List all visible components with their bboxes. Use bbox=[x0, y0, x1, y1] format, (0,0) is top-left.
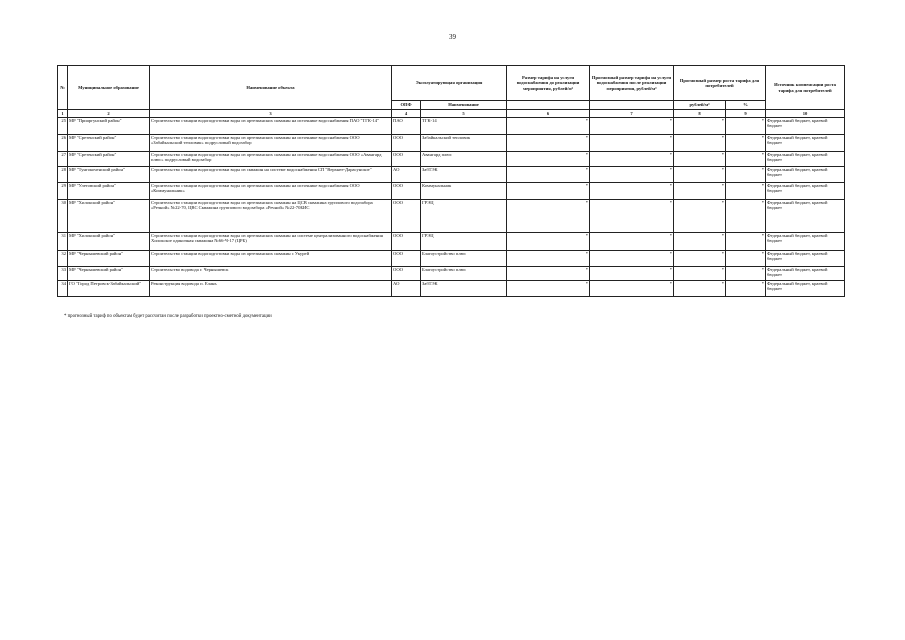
forecast-tariff-cell: * bbox=[590, 183, 674, 200]
row-number: 26 bbox=[58, 135, 68, 152]
object-cell: Строительство станции водоподготовки воды из артезианских скважин на источнике водоснабжения ПАО "ТГК-14" bbox=[150, 118, 392, 135]
forecast-tariff-cell: * bbox=[590, 267, 674, 281]
growth-rub-cell: * bbox=[674, 200, 726, 233]
col-number: 6 bbox=[507, 110, 590, 118]
opf-cell: ООО bbox=[392, 267, 421, 281]
table-row bbox=[58, 281, 845, 297]
col-number: 7 bbox=[590, 110, 674, 118]
compensation-cell: Федеральный бюджет, краевой бюджет bbox=[766, 251, 845, 267]
header-forecast-tariff: Прогнозный размер тарифа на услуги водоснабжения после реализации мероприятия, рублей/м³ bbox=[590, 66, 674, 101]
table-row bbox=[58, 267, 845, 281]
growth-rub-cell: * bbox=[674, 167, 726, 183]
col-number: 2 bbox=[68, 110, 150, 118]
tariff-cell: * bbox=[507, 267, 590, 281]
table-row bbox=[58, 251, 845, 267]
org-name-cell: ГРЭЦ bbox=[421, 233, 507, 251]
header-compensation: Источник компенсации роста тарифа для потребителей bbox=[766, 66, 845, 110]
object-cell: Строительство станции водоподготовки воды из артезианских скважин на ЦСВ скважина группового водозабора «Речной» №22-70, ЦВС Скважина группового водозабора «Речной» №22-70БИС bbox=[150, 200, 392, 233]
header-operator: Эксплуатирующая организация bbox=[392, 66, 507, 101]
tariff-cell: * bbox=[507, 233, 590, 251]
growth-pct-cell: * bbox=[726, 183, 766, 200]
forecast-tariff-cell: * bbox=[590, 135, 674, 152]
growth-rub-cell: * bbox=[674, 281, 726, 297]
compensation-cell: Федеральный бюджет, краевой бюджет bbox=[766, 152, 845, 167]
table-row bbox=[58, 118, 845, 135]
col-number: 10 bbox=[766, 110, 845, 118]
table-row bbox=[58, 135, 845, 152]
row-number: 34 bbox=[58, 281, 68, 297]
tariff-cell: * bbox=[507, 167, 590, 183]
compensation-cell: Федеральный бюджет, краевой бюджет bbox=[766, 233, 845, 251]
col-number: 8 bbox=[674, 110, 726, 118]
row-number: 29 bbox=[58, 183, 68, 200]
opf-cell: ООО bbox=[392, 200, 421, 233]
object-cell: Строительство станции водоподготовки воды из артезианских скважин с Укурей bbox=[150, 251, 392, 267]
org-name-cell: Благоустройство плюс bbox=[421, 267, 507, 281]
forecast-tariff-cell: * bbox=[590, 152, 674, 167]
compensation-cell: Федеральный бюджет, краевой бюджет bbox=[766, 135, 845, 152]
page-number: 39 bbox=[449, 33, 456, 41]
municipality-cell: МР "Сретенский район" bbox=[68, 135, 150, 152]
tariff-cell: * bbox=[507, 152, 590, 167]
header-rub: рублей/м³ bbox=[674, 101, 726, 110]
forecast-tariff-cell: * bbox=[590, 233, 674, 251]
municipality-cell: МР "Чернышевский район" bbox=[68, 267, 150, 281]
header-growth: Прогнозный размер роста тарифа для потребителей bbox=[674, 66, 766, 101]
growth-rub-cell: * bbox=[674, 251, 726, 267]
opf-cell: ПАО bbox=[392, 118, 421, 135]
header-forecast-empty bbox=[590, 101, 674, 110]
col-number: 1 bbox=[58, 110, 68, 118]
compensation-cell: Федеральный бюджет, краевой бюджет bbox=[766, 200, 845, 233]
opf-cell: ООО bbox=[392, 233, 421, 251]
municipality-cell: ГО "Город Петровск-Забайкальский" bbox=[68, 281, 150, 297]
header-pct: % bbox=[726, 101, 766, 110]
table-row bbox=[58, 183, 845, 200]
object-cell: Строительство водовода г. Чернышевск bbox=[150, 267, 392, 281]
header-municipality: Муниципальное образование bbox=[68, 66, 150, 110]
header-opf: ОПФ bbox=[392, 101, 421, 110]
growth-rub-cell: * bbox=[674, 135, 726, 152]
growth-rub-cell: * bbox=[674, 183, 726, 200]
table-row bbox=[58, 152, 845, 167]
object-cell: Строительство станции водоподготовки воды из скважин на системе водоснабжения СП "Верхнее-Дарасунское" bbox=[150, 167, 392, 183]
growth-rub-cell: * bbox=[674, 233, 726, 251]
municipality-cell: МР "Улетовский район" bbox=[68, 183, 150, 200]
opf-cell: АО bbox=[392, 167, 421, 183]
growth-pct-cell: * bbox=[726, 167, 766, 183]
org-name-cell: ЗабТЭК bbox=[421, 167, 507, 183]
municipality-cell: МР "Приаргунский район" bbox=[68, 118, 150, 135]
row-number: 30 bbox=[58, 200, 68, 233]
forecast-tariff-cell: * bbox=[590, 251, 674, 267]
municipality-cell: МР "Хилокский район" bbox=[68, 200, 150, 233]
col-number: 4 bbox=[392, 110, 421, 118]
row-number: 27 bbox=[58, 152, 68, 167]
growth-pct-cell: * bbox=[726, 152, 766, 167]
table-row bbox=[58, 167, 845, 183]
opf-cell: ООО bbox=[392, 135, 421, 152]
tariff-cell: * bbox=[507, 251, 590, 267]
growth-pct-cell: * bbox=[726, 118, 766, 135]
org-name-cell: ТГК-14 bbox=[421, 118, 507, 135]
object-cell: Строительство станции водоподготовки воды из артезианских скважин на системе централизованного водоснабжения Хилокское одиночная скважина №66-Ч-17 (ЦРБ) bbox=[150, 233, 392, 251]
row-number: 28 bbox=[58, 167, 68, 183]
municipality-cell: МР "Тунгокоченский район" bbox=[68, 167, 150, 183]
forecast-tariff-cell: * bbox=[590, 281, 674, 297]
growth-pct-cell: * bbox=[726, 267, 766, 281]
opf-cell: ООО bbox=[392, 152, 421, 167]
col-number: 3 bbox=[150, 110, 392, 118]
row-number: 25 bbox=[58, 118, 68, 135]
tariff-cell: * bbox=[507, 135, 590, 152]
compensation-cell: Федеральный бюджет, краевой бюджет bbox=[766, 167, 845, 183]
row-number: 33 bbox=[58, 267, 68, 281]
table-row bbox=[58, 200, 845, 233]
compensation-cell: Федеральный бюджет, краевой бюджет bbox=[766, 281, 845, 297]
object-cell: Строительство станции водоподготовки воды из артезианских скважин на источнике водоснабжения ООО «Авангард плюс» подрусловый водозабор bbox=[150, 152, 392, 167]
header-num: № bbox=[58, 66, 68, 110]
municipality-cell: МР "Сретенский район" bbox=[68, 152, 150, 167]
tariff-cell: * bbox=[507, 281, 590, 297]
compensation-cell: Федеральный бюджет, краевой бюджет bbox=[766, 183, 845, 200]
object-cell: Строительство станции водоподготовки воды из артезианских скважин на источнике водоснабжения ООО «Коммунальник» bbox=[150, 183, 392, 200]
municipality-cell: МР "Чернышевский район" bbox=[68, 251, 150, 267]
org-name-cell: ЗабТЭК bbox=[421, 281, 507, 297]
opf-cell: ООО bbox=[392, 183, 421, 200]
org-name-cell: ГРЭЦ bbox=[421, 200, 507, 233]
col-number: 5 bbox=[421, 110, 507, 118]
forecast-tariff-cell: * bbox=[590, 167, 674, 183]
column-number-row bbox=[58, 110, 845, 118]
growth-rub-cell: * bbox=[674, 152, 726, 167]
footnote: * прогнозный тариф по объектам будет рассчитан после разработки проектно-сметной документации bbox=[64, 314, 272, 319]
org-name-cell: Благоустройство плюс bbox=[421, 251, 507, 267]
org-name-cell: Авангард плюс bbox=[421, 152, 507, 167]
growth-rub-cell: * bbox=[674, 267, 726, 281]
row-number: 31 bbox=[58, 233, 68, 251]
header-object: Наименование объекта bbox=[150, 66, 392, 110]
col-number: 9 bbox=[726, 110, 766, 118]
table-row bbox=[58, 233, 845, 251]
investment-table bbox=[57, 65, 845, 297]
growth-pct-cell: * bbox=[726, 281, 766, 297]
growth-pct-cell: * bbox=[726, 251, 766, 267]
municipality-cell: МР "Хилокский район" bbox=[68, 233, 150, 251]
forecast-tariff-cell: * bbox=[590, 200, 674, 233]
org-name-cell: Забайкальский тепловик bbox=[421, 135, 507, 152]
object-cell: Строительство станции водоподготовки воды из артезианских скважин на источнике водоснабжения ООО «Забайкальский тепловик» подрусловый водозабор bbox=[150, 135, 392, 152]
header-tariff: Размер тарифа на услуги водоснабжения до реализации мероприятия, рублей/м³ bbox=[507, 66, 590, 101]
growth-pct-cell: * bbox=[726, 233, 766, 251]
object-cell: Реконструкция водовода п. Елань bbox=[150, 281, 392, 297]
tariff-cell: * bbox=[507, 118, 590, 135]
opf-cell: АО bbox=[392, 281, 421, 297]
compensation-cell: Федеральный бюджет, краевой бюджет bbox=[766, 267, 845, 281]
compensation-cell: Федеральный бюджет, краевой бюджет bbox=[766, 118, 845, 135]
tariff-cell: * bbox=[507, 200, 590, 233]
forecast-tariff-cell: * bbox=[590, 118, 674, 135]
opf-cell: ООО bbox=[392, 251, 421, 267]
header-org-name: Наименование bbox=[421, 101, 507, 110]
table-header-row bbox=[58, 66, 845, 101]
growth-pct-cell: * bbox=[726, 135, 766, 152]
growth-rub-cell: * bbox=[674, 118, 726, 135]
tariff-cell: * bbox=[507, 183, 590, 200]
header-tariff-empty bbox=[507, 101, 590, 110]
org-name-cell: Коммунальник bbox=[421, 183, 507, 200]
row-number: 32 bbox=[58, 251, 68, 267]
growth-pct-cell: * bbox=[726, 200, 766, 233]
